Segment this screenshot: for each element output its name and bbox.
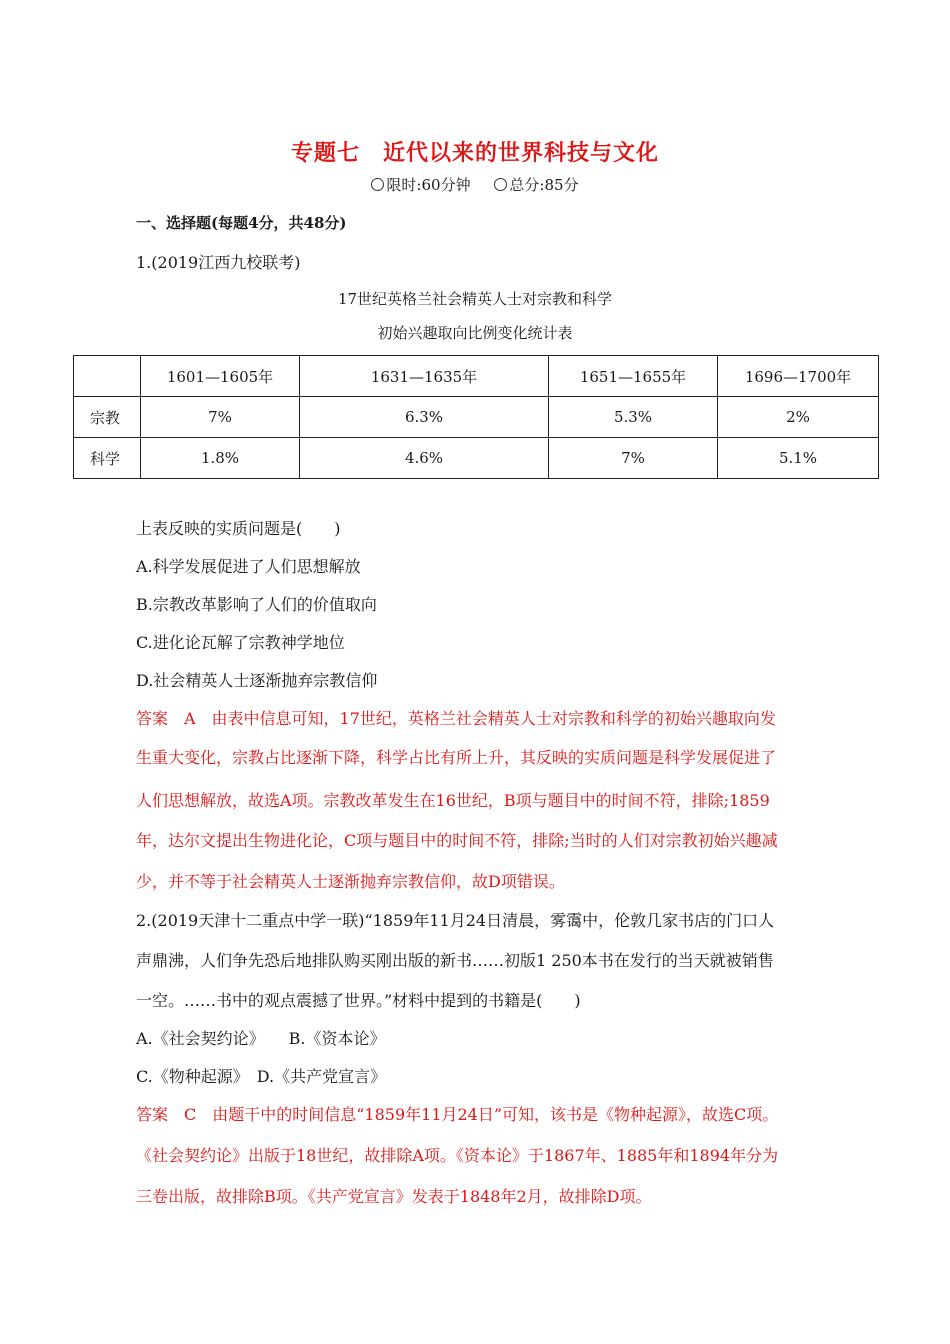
q1-stem: 上表反映的实质问题是( ) [136, 519, 341, 538]
q2-answer-line: 《社会契约论》出版于18世纪，故排除A项。《资本论》于1867年、1885年和1894年分为 [136, 1146, 779, 1165]
q1-option-c: C.进化论瓦解了宗教神学地位 [136, 633, 345, 652]
q1-answer-line: 少，并不等于社会精英人士逐渐抛弃宗教信仰，故D项错误。 [136, 872, 565, 891]
table-caption-line2: 初始兴趣取向比例变化统计表 [377, 324, 573, 342]
table-cell: 5.1% [718, 438, 879, 479]
table-header-cell: 1651—1655年 [549, 356, 718, 397]
check-circle-icon [494, 178, 507, 191]
q1-option-a: A.科学发展促进了人们思想解放 [136, 557, 361, 576]
clock-icon [371, 178, 384, 191]
table-caption-line1: 17世纪英格兰社会精英人士对宗教和科学 [337, 290, 613, 308]
table-cell: 5.3% [549, 397, 718, 438]
q2-answer-line: 三卷出版，故排除B项。《共产党宣言》发表于1848年2月，故排除D项。 [136, 1187, 652, 1206]
table-cell: 2% [718, 397, 879, 438]
stats-table [73, 355, 879, 479]
table-cell: 4.6% [300, 438, 549, 479]
page-title: 专题七 近代以来的世界科技与文化 [290, 140, 659, 166]
exam-meta [0, 174, 950, 195]
q2-stem-line: 一空。……书中的观点震撼了世界。”材料中提到的书籍是( ) [136, 991, 581, 1010]
table-header-cell [74, 356, 141, 397]
table-row-label: 科学 [74, 438, 141, 479]
q1-option-b: B.宗教改革影响了人们的价值取向 [136, 595, 377, 614]
section-heading: 一、选择题(每题4分，共48分) [136, 214, 347, 232]
table-cell: 7% [141, 397, 300, 438]
q2-answer-line: 答案 C 由题干中的时间信息“1859年11月24日”可知，该书是《物种起源》，故选C项。 [136, 1105, 779, 1124]
q2-stem-line: 声鼎沸，人们争先恐后地排队购买刚出版的新书……初版1 250本书在发行的当天就被销售 [136, 951, 774, 970]
table-row [74, 397, 879, 438]
q2-options-row2: C.《物种起源》 D.《共产党宣言》 [136, 1067, 387, 1086]
table-cell: 1.8% [141, 438, 300, 479]
q1-answer-line: 生重大变化，宗教占比逐渐下降，科学占比有所上升，其反映的实质问题是科学发展促进了 [136, 748, 777, 767]
table-row-label: 宗教 [74, 397, 141, 438]
q1-answer-line: 年，达尔文提出生物进化论，C项与题目中的时间不符，排除;当时的人们对宗教初始兴趣减 [136, 831, 778, 850]
table-header-cell: 1631—1635年 [300, 356, 549, 397]
q1-source: 1.(2019江西九校联考) [136, 253, 301, 272]
table-row [74, 438, 879, 479]
q1-answer-line: 答案 A 由表中信息可知，17世纪，英格兰社会精英人士对宗教和科学的初始兴趣取向发 [136, 709, 776, 728]
table-header-cell: 1696—1700年 [718, 356, 879, 397]
q1-answer-line: 人们思想解放，故选A项。宗教改革发生在16世纪，B项与题目中的时间不符，排除;1859 [136, 791, 770, 810]
table-cell: 7% [549, 438, 718, 479]
q1-option-d: D.社会精英人士逐渐抛弃宗教信仰 [136, 671, 378, 690]
q2-stem-line: 2.(2019天津十二重点中学一联)“1859年11月24日清晨，雾霭中，伦敦几家书店的门口人 [136, 911, 775, 930]
total-score: 总分:85分 [509, 176, 579, 194]
table-header-cell: 1601—1605年 [141, 356, 300, 397]
q2-options-row1: A.《社会契约论》 B.《资本论》 [136, 1029, 386, 1048]
table-cell: 6.3% [300, 397, 549, 438]
table-header-row [74, 356, 879, 397]
time-limit: 限时:60分钟 [386, 176, 471, 194]
